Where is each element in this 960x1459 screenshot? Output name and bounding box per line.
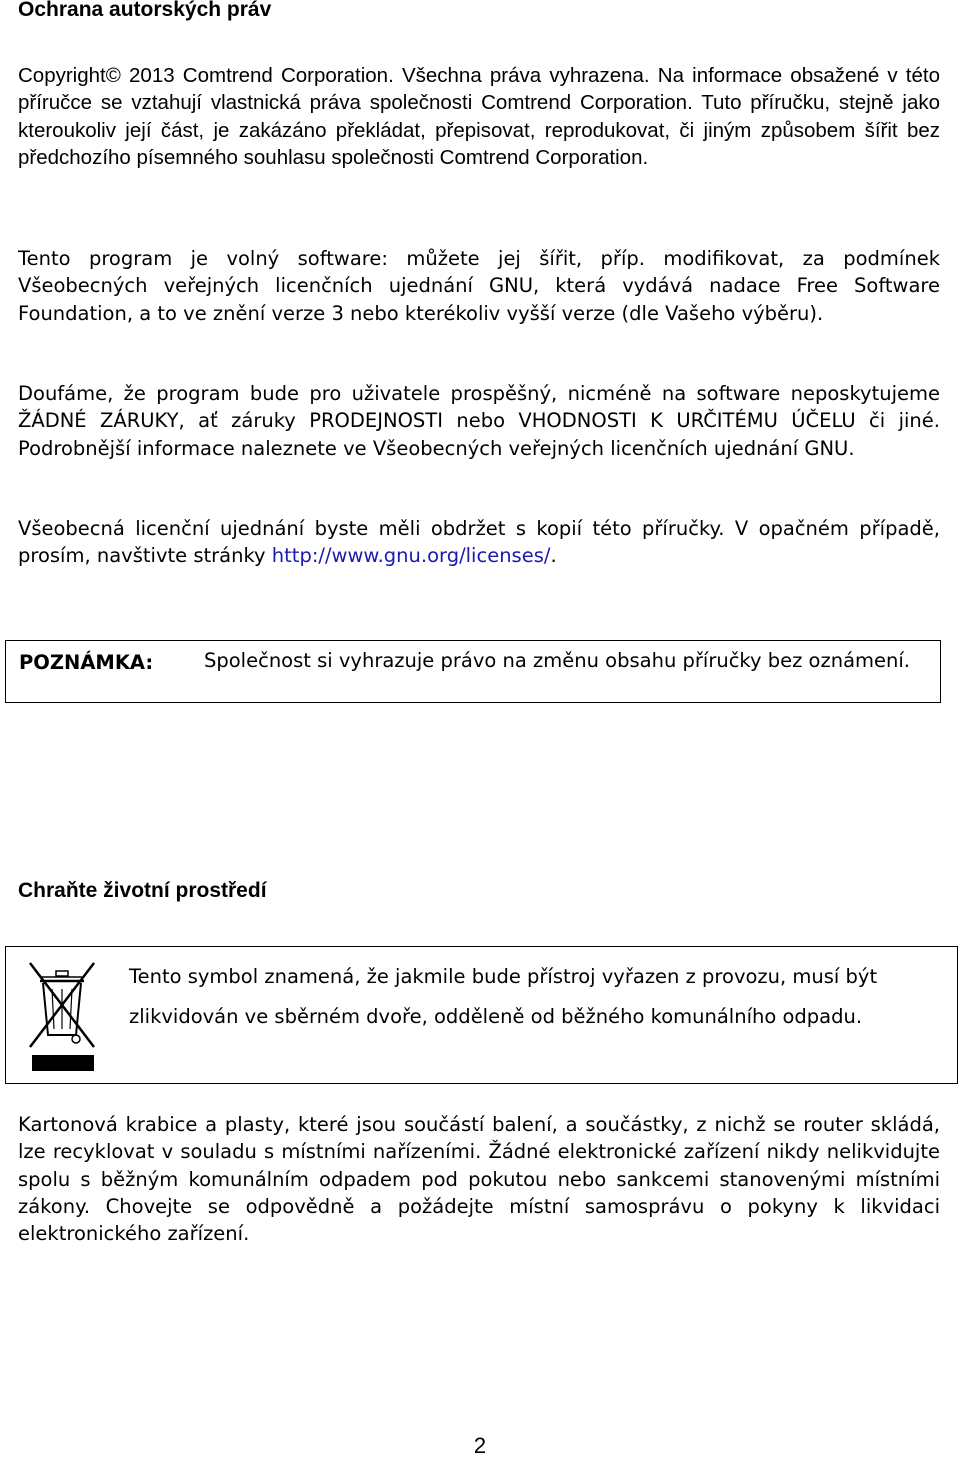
copyright-prefix: Copyright [18,64,106,87]
weee-symbol-text: Tento symbol znamená, že jakmile bude přístroj vyřazen z provozu, musí být zlikvidován ve sběrném dvoře, odděleně od běžného komunálního odpadu. [129,965,878,1028]
crossed-out-wheelie-bin-icon [26,959,98,1071]
copyright-heading: Ochrana autorských práv [18,0,272,21]
environment-heading: Chraňte životní prostředí [18,879,267,902]
license-suffix: . [550,544,557,568]
note-label: POZNÁMKA: [19,651,154,674]
copyright-text: 2013 Comtrend Corporation. Všechna práva vyhrazena. Na informace obsažené v této příručce se vztahují vlastnická práva společnosti Comtrend Corporation. Tuto příručku, stejně jako kteroukoliv její část, je zakázáno překládat, přepisovat, reprodukovat, či jiným způsobem šířit bez předchozího písemného souhlasu společnosti Comtrend Corporation. [18,64,940,169]
note-box [5,640,941,703]
license-paragraph [18,515,940,570]
copyright-paragraph [18,62,940,171]
gpl-paragraph: Tento program je volný software: můžete jej šířit, příp. modifikovat, za podmínek Všeobecných veřejných licenčních ujednání GNU, která vydává nadace Free Software Foundation, a to ve znění verze 3 nebo kterékoliv vyšší verze (dle Vašeho výběru). [18,247,940,325]
copyright-symbol: © [105,64,121,87]
recycling-paragraph: Kartonová krabice a plasty, které jsou součástí balení, a součástky, z nichž se router skládá, lze recyklovat v souladu s místními nařízeními. Žádné elektronické zařízení nikdy nelikvidujte spolu s běžným komunálním odpadem pod pokutou nebo sankcemi stanovenými místními zákony. Chovejte se odpovědně a požádejte místní samosprávu o pokyny k likvidaci elektronického zařízení. [18,1113,940,1246]
page-number: 2 [473,1433,487,1458]
weee-notice-box [5,946,958,1084]
warranty-paragraph: Doufáme, že program bude pro uživatele prospěšný, nicméně na software neposkytujeme ŽÁDNÉ ZÁRUKY, ať záruky PRODEJNOSTI nebo VHODNOSTI K URČITÉMU ÚČELU či jiné. Podrobnější informace naleznete ve Všeobecných veřejných licenčních ujednání GNU. [18,382,940,460]
note-text: Společnost si vyhrazuje právo na změnu obsahu příručky bez oznámení. [204,649,910,672]
gnu-licenses-link[interactable]: http://www.gnu.org/licenses/ [271,544,551,568]
license-text: Všeobecná licenční ujednání byste měli obdržet s kopií této příručky. V opačném případě, prosím, navštivte stránky [18,517,940,568]
